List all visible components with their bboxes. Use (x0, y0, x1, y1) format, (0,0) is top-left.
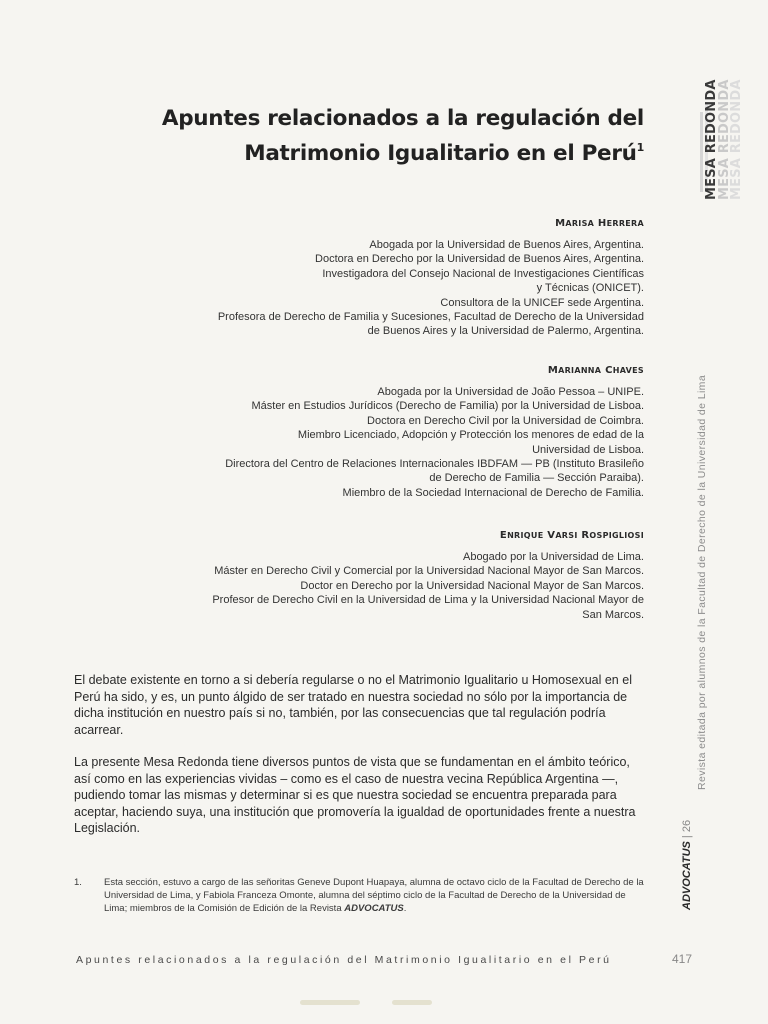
paper-mark (392, 1000, 432, 1005)
affiliation-line: Doctor en Derecho por la Universidad Nacional Mayor de San Marcos. (300, 579, 644, 592)
section-tab-shadow-1: MESA REDONDA (717, 79, 732, 200)
footnote-text: Esta sección, estuvo a cargo de las señoritas Geneve Dupont Huapaya, alumna de octavo ciclo de la Facultad de Derecho de la Universidad de Lima, y Fabiola Franceza Omonte, alumna del séptimo ciclo de la Facultad de Derecho de la Universidad de Lima; miembros de la Comisión de Edición de la Revista ADVOCATUS. (104, 877, 644, 915)
affiliation-line: Miembro de la Sociedad Internacional de Derecho de Familia. (342, 486, 644, 499)
author-name: MARISA HERRERA (555, 218, 644, 229)
author-block-varsi (144, 530, 644, 622)
article-title (124, 104, 644, 168)
section-tab-label: MESA REDONDA (704, 79, 719, 200)
section-tab-logo (700, 79, 748, 202)
title-footnote-ref: 1 (636, 141, 644, 154)
affiliation-line: Investigadora del Consejo Nacional de Investigaciones Científicas (322, 267, 644, 280)
affiliation-line: Directora del Centro de Relaciones Internacionales IBDFAM — PB (Instituto Brasileño (225, 458, 644, 471)
affiliation-line: de Buenos Aires y la Universidad de Palermo, Argentina. (367, 325, 644, 338)
journal-issue-vertical (681, 820, 693, 910)
author-block-chaves (144, 365, 644, 500)
page-number: 417 (672, 952, 693, 966)
footnote (74, 876, 644, 916)
affiliation-line: Abogado por la Universidad de Lima. (462, 551, 644, 563)
intro-paragraph-2: La presente Mesa Redonda tiene diversos puntos de vista que se fundamentan en el ámbito teórico, así como en las experiencias vividas – como es el caso de nuestra vecina República Argentina —, pudiendo tomar las mismas y determinar si es que nuestra sociedad se encuentra preparada para aceptar, haciendo suya, una institución que promovería la igualdad de oportunidades frente a nuestra Legislación. (74, 755, 636, 835)
affiliation-line: San Marcos. (582, 608, 644, 621)
title-line-1: Apuntes relacionados a la regulación del (161, 106, 644, 131)
affiliation-line: Consultora de la UNICEF sede Argentina. (440, 296, 644, 309)
author-name: MARIANNA CHAVES (547, 365, 644, 376)
running-footer: Apuntes relacionados a la regulación del Matrimonio Igualitario en el Perú (76, 954, 612, 966)
affiliation-line: Doctora en Derecho por la Universidad de Buenos Aires, Argentina. (315, 253, 644, 266)
affiliation-line: Abogada por la Universidad de João Pessoa – UNIPE. (377, 386, 644, 398)
affiliation-line: de Derecho de Familia — Sección Paraiba). (429, 472, 644, 485)
author-block-herrera (144, 218, 644, 339)
affiliation-line: Profesora de Derecho de Familia y Sucesiones, Facultad de Derecho de la Universidad (217, 311, 644, 324)
affiliation-line: Abogada por la Universidad de Buenos Aires, Argentina. (369, 239, 644, 251)
title-line-2: Matrimonio Igualitario en el Perú (244, 141, 637, 166)
paper-mark (300, 1000, 360, 1005)
affiliation-line: Universidad de Lisboa. (532, 443, 644, 456)
affiliation-line: Máster en Estudios Jurídicos (Derecho de Familia) por la Universidad de Lisboa. (251, 400, 644, 413)
affiliation-line: Máster en Derecho Civil y Comercial por la Universidad Nacional Mayor de San Marcos. (214, 565, 644, 578)
footnote-number: 1. (74, 877, 82, 888)
journal-vertical-note: Revista editada por alumnos de la Facultad de Derecho de la Universidad de Lima (696, 374, 708, 790)
intro-paragraph-1: El debate existente en torno a si debería regularse o no el Matrimonio Igualitario u Homosexual en el Perú ha sido, y es, un punto álgido de ser tratado en nuestra sociedad no sólo por la importancia de dicha institución en nuestro país si no, también, por las consecuencias que tal regulación podría acarrear. (74, 673, 632, 737)
affiliation-line: Miembro Licenciado, Adopción y Protección los menores de edad de la (297, 429, 644, 442)
footnote-journal: ADVOCATUS (344, 903, 404, 915)
affiliation-line: y Técnicas (ONICET). (536, 282, 644, 295)
issue-number: | 26 (681, 819, 693, 839)
affiliation-line: Doctora en Derecho Civil por la Universidad de Coimbra. (367, 414, 644, 427)
section-tab-shadow-2: MESA REDONDA (729, 79, 744, 200)
journal-name: ADVOCATUS (681, 841, 693, 910)
affiliation-line: Profesor de Derecho Civil en la Universidad de Lima y la Universidad Nacional Mayor de (212, 594, 644, 607)
author-name: ENRIQUE VARSI ROSPIGLIOSI (499, 530, 644, 541)
